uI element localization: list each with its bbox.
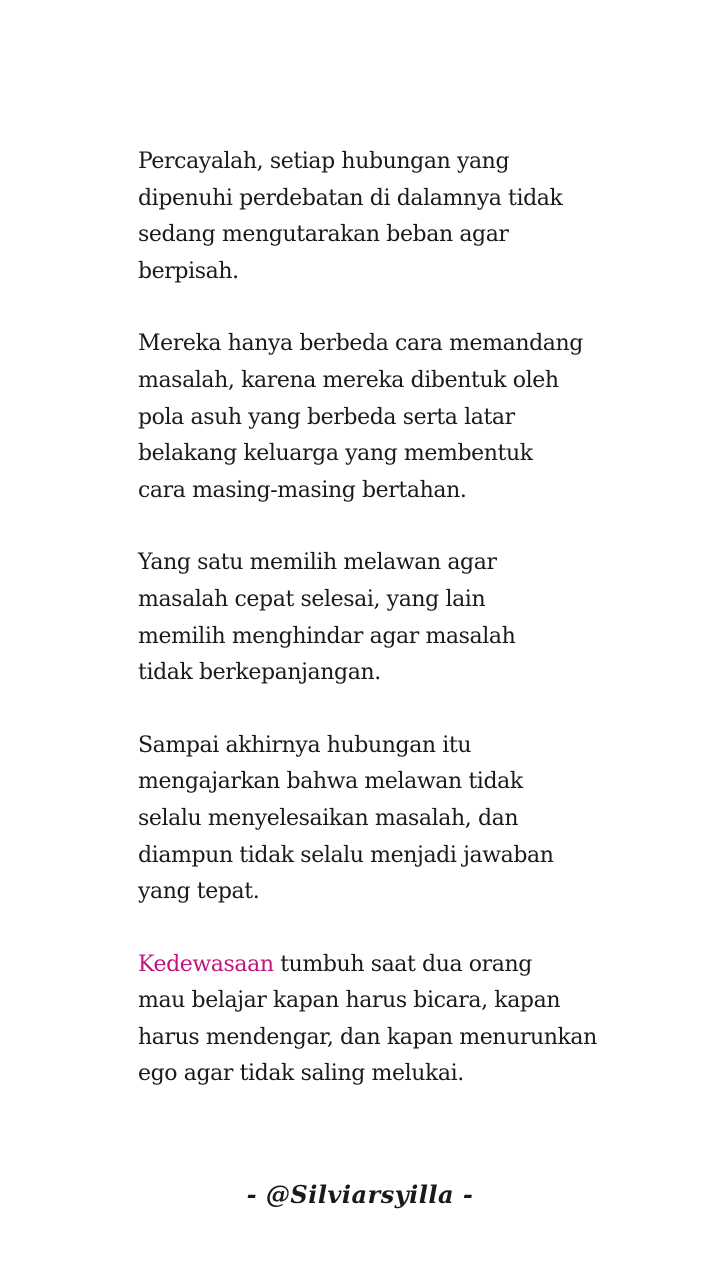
author-signature: - @Silviarsyilla - — [246, 1180, 474, 1209]
text-line: masalah cepat selesai, yang lain — [138, 586, 486, 612]
text-line: Yang satu memilih melawan agar — [138, 550, 497, 576]
text-line: harus mendengar, dan kapan menurunkan — [138, 1024, 597, 1050]
text-line: ego agar tidak saling melukai. — [138, 1061, 464, 1087]
paragraph-2 — [138, 326, 608, 509]
text-line: cara masing-masing bertahan. — [138, 477, 467, 503]
text-line-rest: tumbuh saat dua orang — [273, 951, 532, 977]
text-line: belakang keluarga yang membentuk — [138, 441, 533, 467]
text-line: tidak berkepanjangan. — [138, 660, 381, 686]
text-line-first — [138, 947, 608, 984]
text-line: sedang mengutarakan beban agar — [138, 222, 509, 248]
highlight-word: Kedewasaan — [138, 951, 274, 977]
text-line: yang tepat. — [138, 879, 260, 905]
text-line: Percayalah, setiap hubungan yang — [138, 149, 510, 174]
paragraph-5 — [138, 947, 608, 1093]
text-line: selalu menyelesaikan masalah, dan — [138, 805, 519, 831]
text-line: Mereka hanya berbeda cara memandang — [138, 331, 583, 357]
text-line: memilih menghindar agar masalah — [138, 623, 516, 649]
text-line: masalah, karena mereka dibentuk oleh — [138, 367, 559, 393]
quote-body — [138, 144, 608, 1129]
text-line: mau belajar kapan harus bicara, kapan — [138, 988, 561, 1014]
text-line: mengajarkan bahwa melawan tidak — [138, 769, 523, 795]
text-line: Sampai akhirnya hubungan itu — [138, 732, 472, 758]
text-line: diampun tidak selalu menjadi jawaban — [138, 842, 554, 868]
text-line: berpisah. — [138, 258, 239, 284]
paragraph-4 — [138, 728, 608, 911]
text-line: pola asuh yang berbeda serta latar — [138, 404, 515, 430]
paragraph-1 — [138, 144, 608, 290]
paragraph-3 — [138, 545, 608, 691]
text-line: dipenuhi perdebatan di dalamnya tidak — [138, 185, 563, 211]
